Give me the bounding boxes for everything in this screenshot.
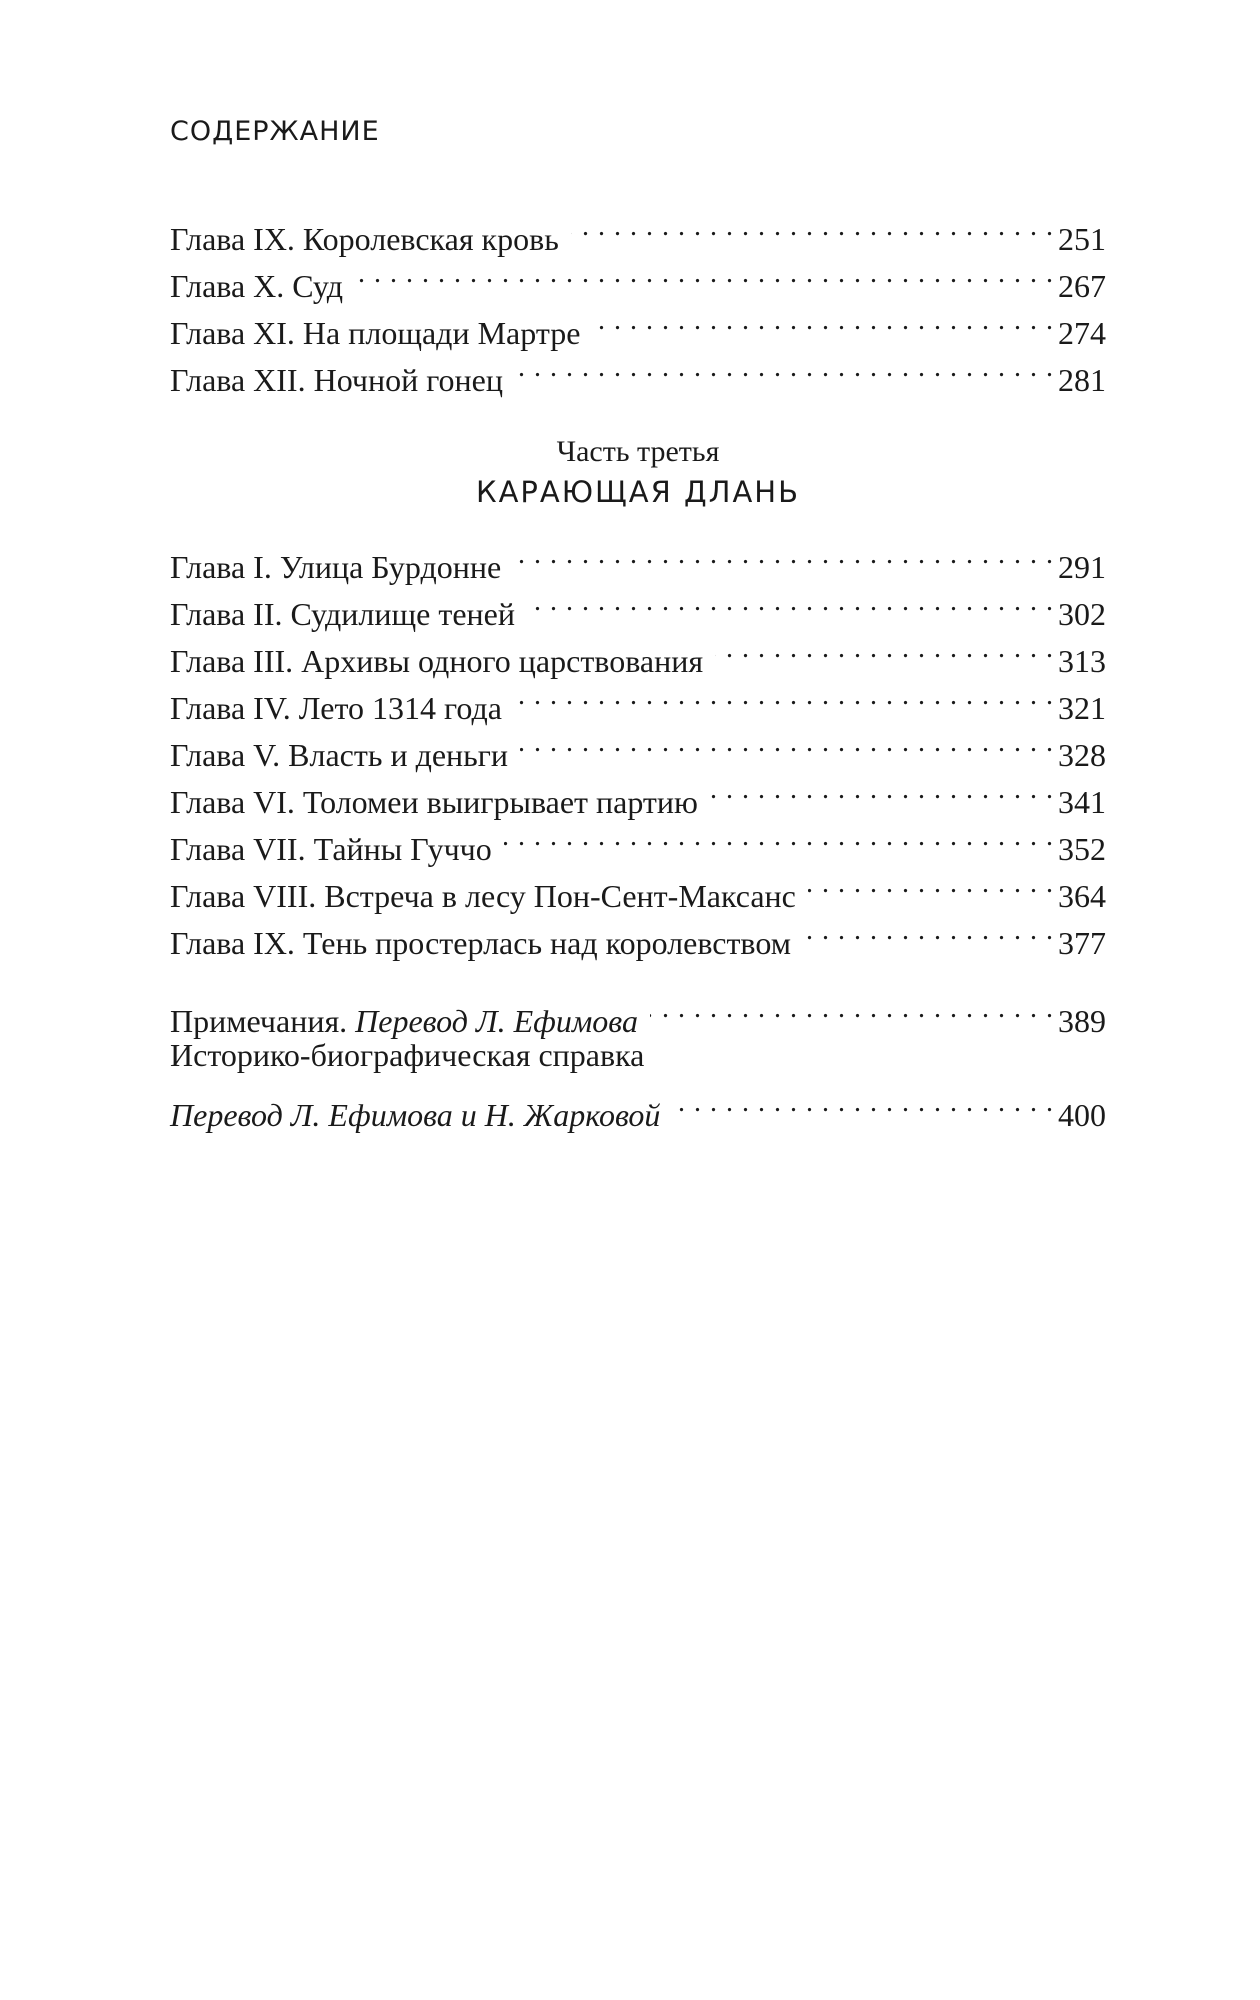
dot-leader (514, 672, 1054, 719)
dot-leader (650, 985, 1054, 1032)
toc-entry-page: 267 (1058, 268, 1106, 304)
dot-leader (515, 344, 1054, 391)
toc-entry-page: 364 (1058, 878, 1106, 914)
toc-entry (170, 203, 1106, 257)
dot-leader (715, 625, 1054, 672)
dot-leader (808, 860, 1054, 907)
toc-entry-page: 274 (1058, 315, 1106, 351)
toc-entry-title: Глава I. Улица Бурдонне (170, 549, 502, 585)
toc-list-back-matter (170, 985, 1106, 1133)
dot-leader (504, 813, 1054, 860)
dot-leader (672, 1079, 1054, 1126)
toc-entry-page: 313 (1058, 643, 1106, 679)
dot-leader (513, 531, 1054, 578)
dot-leader (520, 719, 1054, 766)
toc-list-part-two-end (170, 203, 1106, 398)
toc-entry-reference (170, 1079, 1106, 1133)
toc-entry-title: Глава IX. Королевская кровь (170, 221, 559, 257)
toc-entry-title: Глава V. Власть и деньги (170, 737, 509, 773)
toc-entry-title: Глава VIII. Встреча в лесу Пон-Сент-Максанс (170, 878, 796, 914)
toc-entry-title: Глава VI. Толомеи выигрывает партию (170, 784, 698, 820)
toc-entry-title: Глава XII. Ночной гонец (170, 362, 503, 398)
reference-translator: Перевод Л. Ефимова и Н. Жарковой (170, 1097, 661, 1133)
part-label: Часть третья (556, 435, 720, 468)
dot-leader (355, 250, 1054, 297)
toc-entry-page: 352 (1058, 831, 1106, 867)
toc-entry-title: Глава X. Суд (170, 268, 344, 304)
toc-entry-title: Глава III. Архивы одного царствования (170, 643, 704, 679)
toc-entry-notes (170, 985, 1106, 1039)
toc-entry-page: 291 (1058, 549, 1106, 585)
running-head: СОДЕРЖАНИЕ (170, 116, 380, 147)
notes-title: Примечания. (170, 1003, 348, 1039)
toc-entry-title: Глава VII. Тайны Гуччо (170, 831, 492, 867)
toc-entry-title: Глава IV. Лето 1314 года (170, 690, 502, 726)
toc-entry-page: 341 (1058, 784, 1106, 820)
toc-entry-page: 302 (1058, 596, 1106, 632)
dot-leader (710, 766, 1054, 813)
toc-entry-title: Глава IX. Тень простерлась над королевством (170, 925, 791, 961)
toc-entry (170, 531, 1106, 585)
toc-entry-page: 377 (1058, 925, 1106, 961)
toc-entry-title: Глава XI. На площади Мартре (170, 315, 581, 351)
toc-entry-page: 389 (1058, 1003, 1106, 1039)
toc-entry-page: 328 (1058, 737, 1106, 773)
dot-leader (527, 578, 1054, 625)
toc-list-part-three (170, 531, 1106, 961)
toc-entry-title: Глава II. Судилище теней (170, 596, 515, 632)
toc-entry-page: 400 (1058, 1097, 1106, 1133)
dot-leader (592, 297, 1054, 344)
dot-leader (571, 203, 1054, 250)
toc-entry-page: 251 (1058, 221, 1106, 257)
dot-leader (803, 907, 1054, 954)
part-title: КАРАЮЩАЯ ДЛАНЬ (476, 475, 800, 509)
toc-entry-page: 321 (1058, 690, 1106, 726)
notes-translator: Перевод Л. Ефимова (355, 1003, 638, 1039)
toc-entry-page: 281 (1058, 362, 1106, 398)
reference-title: Историко-биографическая справка (170, 1037, 645, 1073)
